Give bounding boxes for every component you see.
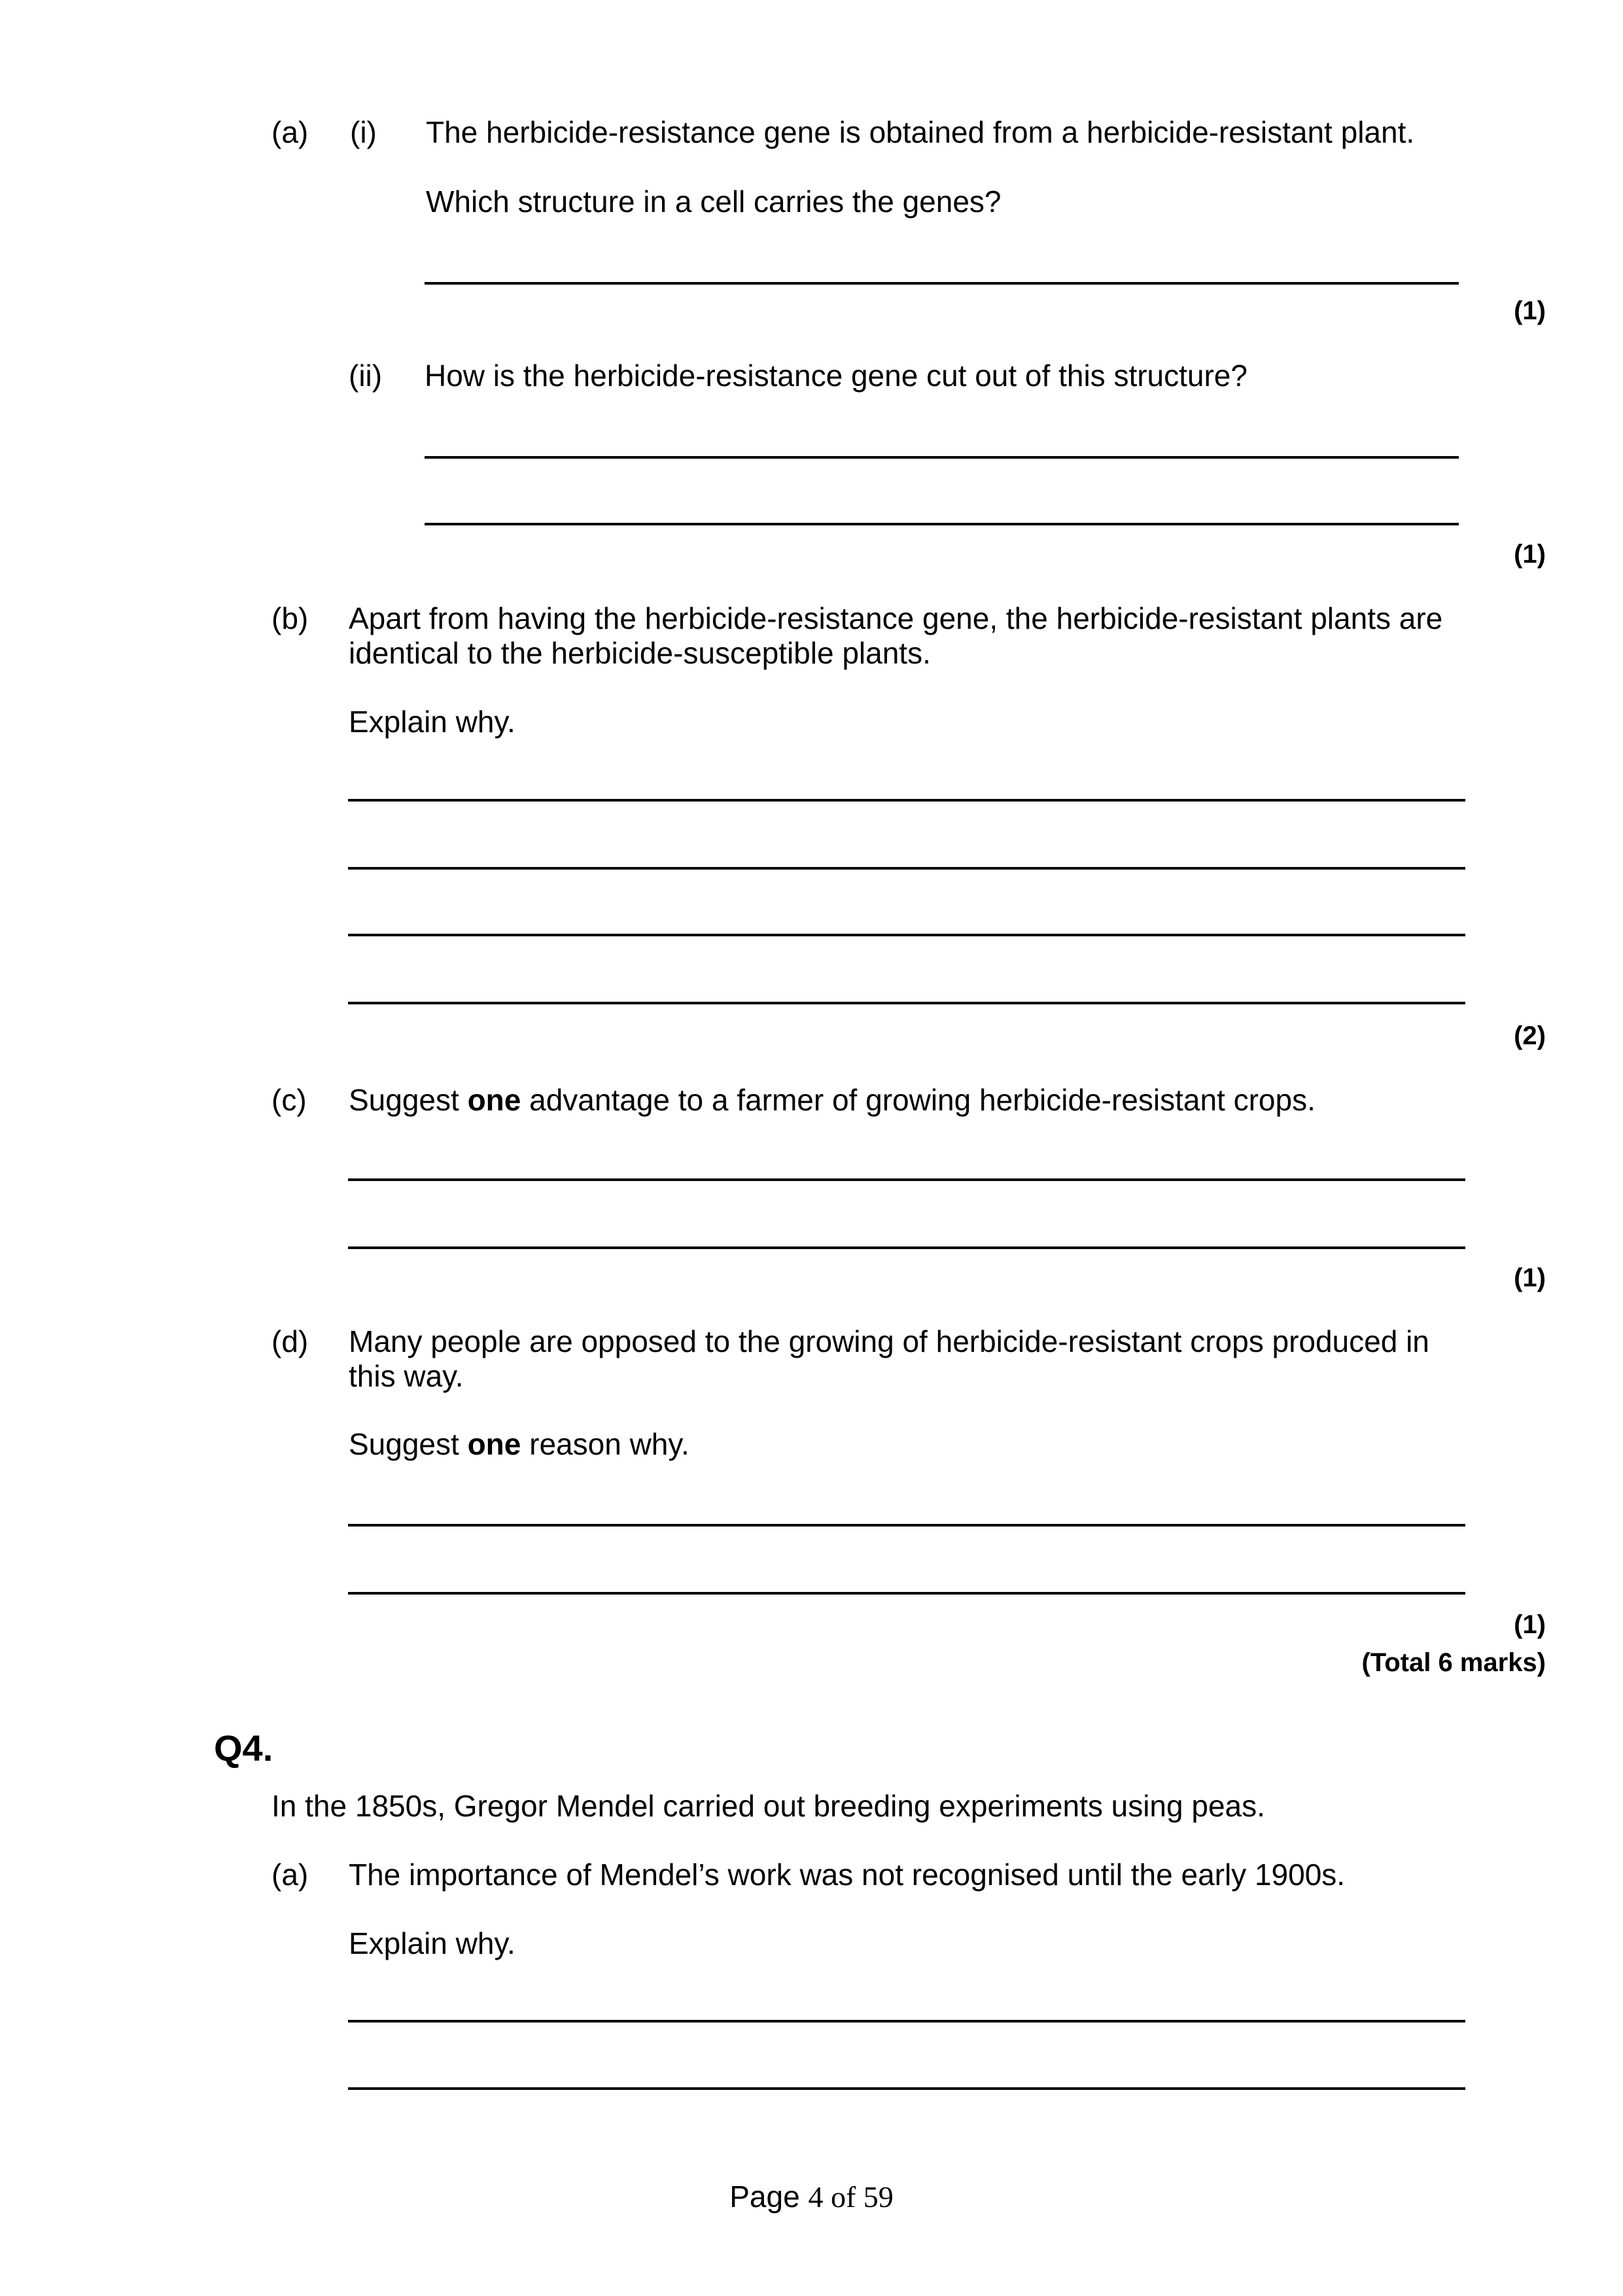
- q4-part-a-stem: The importance of Mendel’s work was not recognised until the early 1900s.: [349, 1858, 1346, 1892]
- marks-c: (1): [1514, 1263, 1546, 1292]
- q4-part-a-question: Explain why.: [349, 1926, 515, 1960]
- q4-intro: In the 1850s, Gregor Mendel carried out breeding experiments using peas.: [271, 1789, 1265, 1823]
- emphasis-one: one: [467, 1427, 521, 1461]
- part-b-label: (b): [271, 601, 309, 635]
- page-word: Page: [729, 2180, 809, 2214]
- part-a-ii-question: How is the herbicide-resistance gene cut out of this structure?: [425, 359, 1248, 393]
- answer-line[interactable]: [348, 1178, 1465, 1181]
- part-a-i-question: Which structure in a cell carries the genes?: [426, 185, 1002, 219]
- part-d-question: Suggest one reason why.: [349, 1427, 689, 1461]
- marks-d: (1): [1514, 1610, 1546, 1639]
- part-a-label: (a): [271, 115, 309, 149]
- answer-line[interactable]: [348, 2020, 1465, 2022]
- answer-line[interactable]: [348, 934, 1465, 936]
- answer-line[interactable]: [348, 1592, 1465, 1595]
- part-a-ii-label: (ii): [349, 359, 383, 393]
- answer-line[interactable]: [425, 523, 1459, 525]
- answer-line[interactable]: [348, 1524, 1465, 1527]
- page-number: 4 of 59: [808, 2180, 894, 2214]
- part-d-stem-line2: this way.: [349, 1359, 464, 1393]
- answer-line[interactable]: [348, 867, 1465, 870]
- answer-line[interactable]: [348, 1002, 1465, 1004]
- answer-line[interactable]: [348, 2087, 1465, 2090]
- part-d-stem-line1: Many people are opposed to the growing of herbicide-resistant crops produced in: [349, 1324, 1429, 1358]
- emphasis-one: one: [467, 1083, 521, 1117]
- answer-line[interactable]: [425, 282, 1459, 285]
- marks-a-ii: (1): [1514, 540, 1546, 569]
- page-footer: [0, 2179, 1623, 2215]
- part-c-label: (c): [271, 1083, 307, 1117]
- answer-line[interactable]: [348, 799, 1465, 802]
- part-d-label: (d): [271, 1324, 309, 1358]
- answer-line[interactable]: [348, 1246, 1465, 1249]
- part-a-i-stem: The herbicide-resistance gene is obtained from a herbicide-resistant plant.: [426, 115, 1415, 149]
- part-b-question: Explain why.: [349, 705, 515, 739]
- marks-b: (2): [1514, 1021, 1546, 1050]
- part-a-i-label: (i): [350, 115, 377, 149]
- total-marks: (Total 6 marks): [1361, 1648, 1546, 1677]
- answer-line[interactable]: [425, 456, 1459, 459]
- question-number: Q4.: [214, 1727, 273, 1769]
- marks-a-i: (1): [1514, 296, 1546, 325]
- part-b-stem-line2: identical to the herbicide-susceptible plants.: [349, 636, 931, 670]
- q4-part-a-label: (a): [271, 1858, 309, 1892]
- part-b-stem-line1: Apart from having the herbicide-resistance gene, the herbicide-resistant plants are: [349, 601, 1443, 635]
- part-c-question: Suggest one advantage to a farmer of growing herbicide-resistant crops.: [349, 1083, 1316, 1117]
